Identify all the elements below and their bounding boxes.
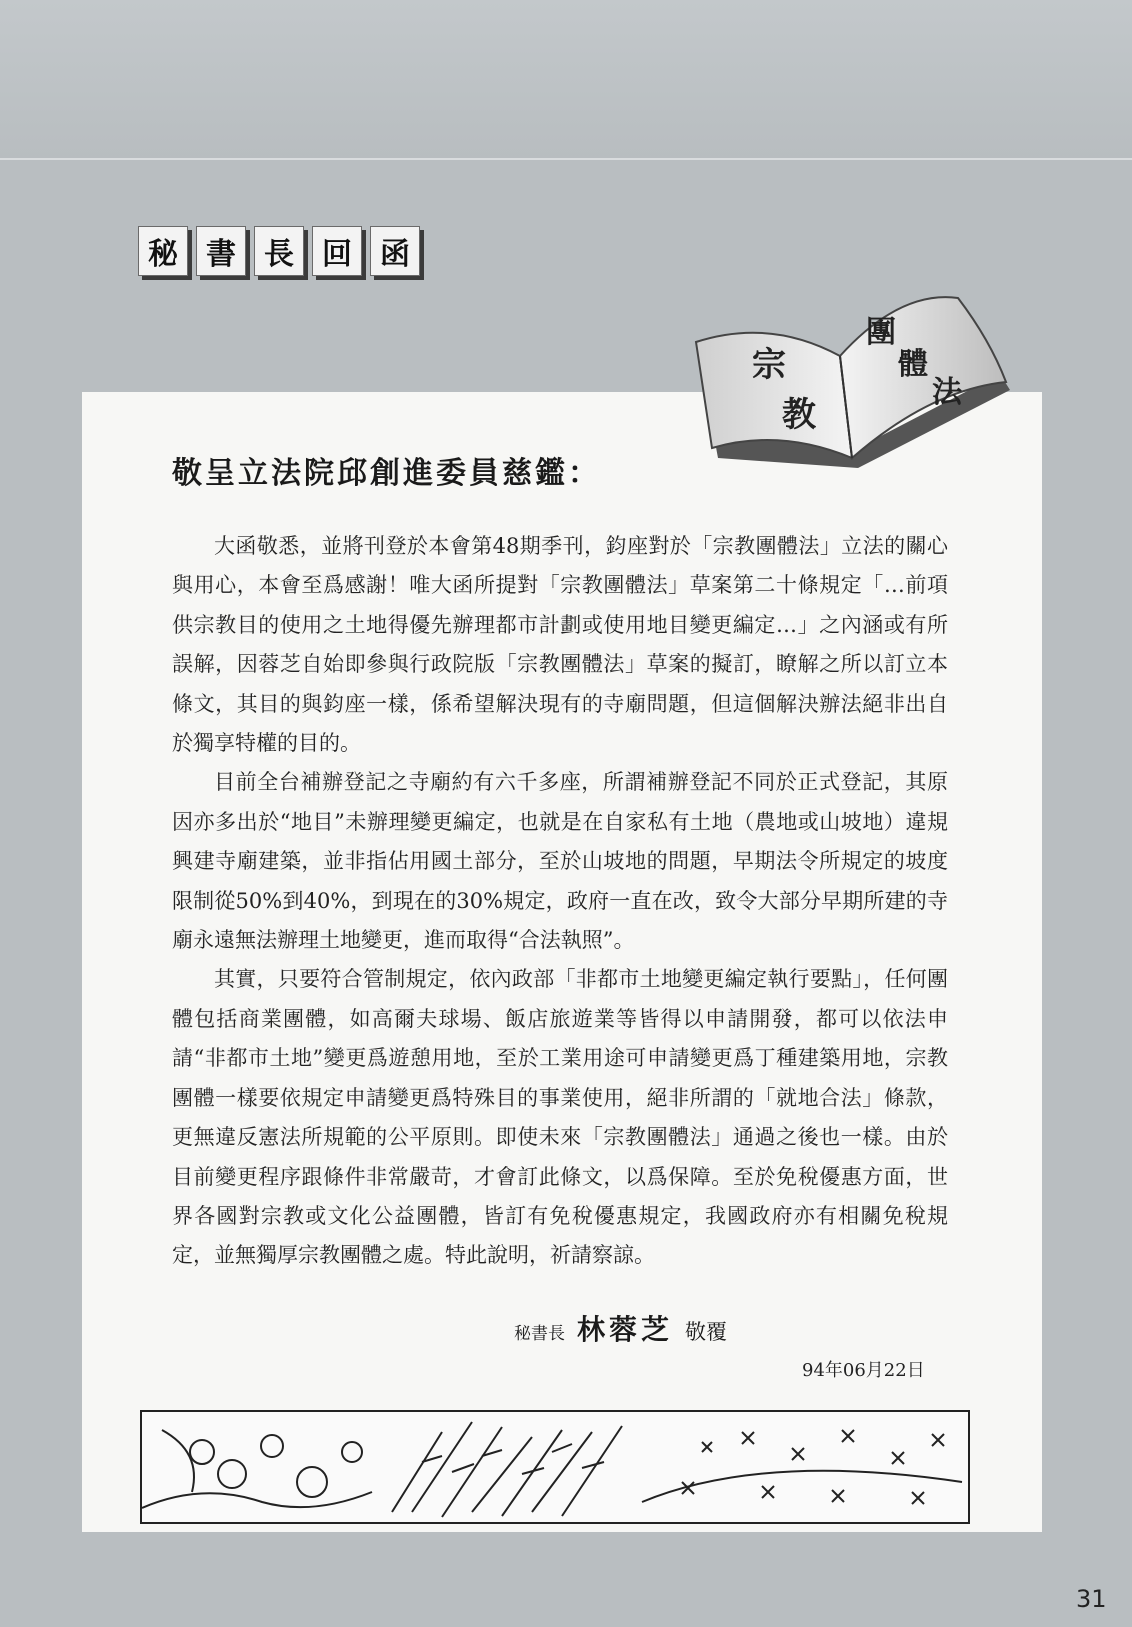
book-right-char: 法 xyxy=(932,375,962,410)
section-title-char: 函 xyxy=(370,226,420,276)
section-title-char: 秘 xyxy=(138,226,188,276)
top-band xyxy=(0,0,1132,160)
book-right-char: 團 xyxy=(866,315,896,350)
letter-paragraph: 其實，只要符合管制規定，依內政部「非都市土地變更編定執行要點」，任何團體包括商業團體，如高爾夫球場、飯店旅遊業等皆得以申請開發，都可以依法申請“非都市土地”變更爲遊憩用地，至於工業用途可申請變更爲丁種建築用地，宗教團體一樣要依規定申請變更爲特殊目的事業使用，絕非所謂的「就地合法」條款，更無違反憲法所規範的公平原則。即使未來「宗教團體法」通過之後也一樣。由於目前變更程序跟條件非常嚴苛，才會訂此條文，以爲保障。至於免稅優惠方面，世界各國對宗教或文化公益團體，皆訂有免稅優惠規定，我國政府亦有相關免稅規定，並無獨厚宗教團體之處。特此說明，祈請察諒。 xyxy=(172,967,948,1268)
floral-border-illustration xyxy=(140,1410,970,1524)
letter-salutation: 敬呈立法院邱創進委員慈鑑： xyxy=(172,456,601,491)
book-illustration xyxy=(690,290,1020,490)
letter-paragraph: 大函敬悉，並將刊登於本會第48期季刊，鈞座對於「宗教團體法」立法的關心與用心，本會至爲感謝！唯大函所提對「宗教團體法」草案第二十條規定「…前項供宗教目的使用之土地得優先辦理都市計劃或使用地目變更編定…」之內涵或有所誤解，因蓉芝自始即參與行政院版「宗教團體法」草案的擬訂，瞭解之所以訂立本條文，其目的與鈞座一樣，係希望解決現有的寺廟問題，但這個解決辦法絕非出自於獨享特權的目的。 xyxy=(172,534,948,756)
book-right-char: 體 xyxy=(898,347,928,382)
signature-block xyxy=(514,1308,727,1348)
section-title-char: 長 xyxy=(254,226,304,276)
top-divider xyxy=(0,158,1132,160)
page-number: 31 xyxy=(1076,1585,1107,1613)
signature-title: 秘書長 xyxy=(514,1324,565,1344)
section-title-char: 書 xyxy=(196,226,246,276)
signature-name: 林蓉芝 xyxy=(577,1313,674,1346)
signature-closing: 敬覆 xyxy=(685,1320,728,1344)
section-title-char: 回 xyxy=(312,226,362,276)
letter-date: 94年06月22日 xyxy=(802,1360,925,1381)
book-left-char: 宗 xyxy=(752,345,786,385)
book-left-char: 教 xyxy=(782,395,816,435)
section-title xyxy=(138,226,420,276)
letter-paragraph: 目前全台補辦登記之寺廟約有六千多座，所謂補辦登記不同於正式登記，其原因亦多出於“地目”未辦理變更編定，也就是在自家私有土地（農地或山坡地）違規興建寺廟建築，並非指佔用國土部分，至於山坡地的問題，早期法令所規定的坡度限制從50%到40%，到現在的30%規定，政府一直在改，致令大部分早期所建的寺廟永遠無法辦理土地變更，進而取得“合法執照”。 xyxy=(172,770,948,953)
letter-body xyxy=(172,527,948,1276)
